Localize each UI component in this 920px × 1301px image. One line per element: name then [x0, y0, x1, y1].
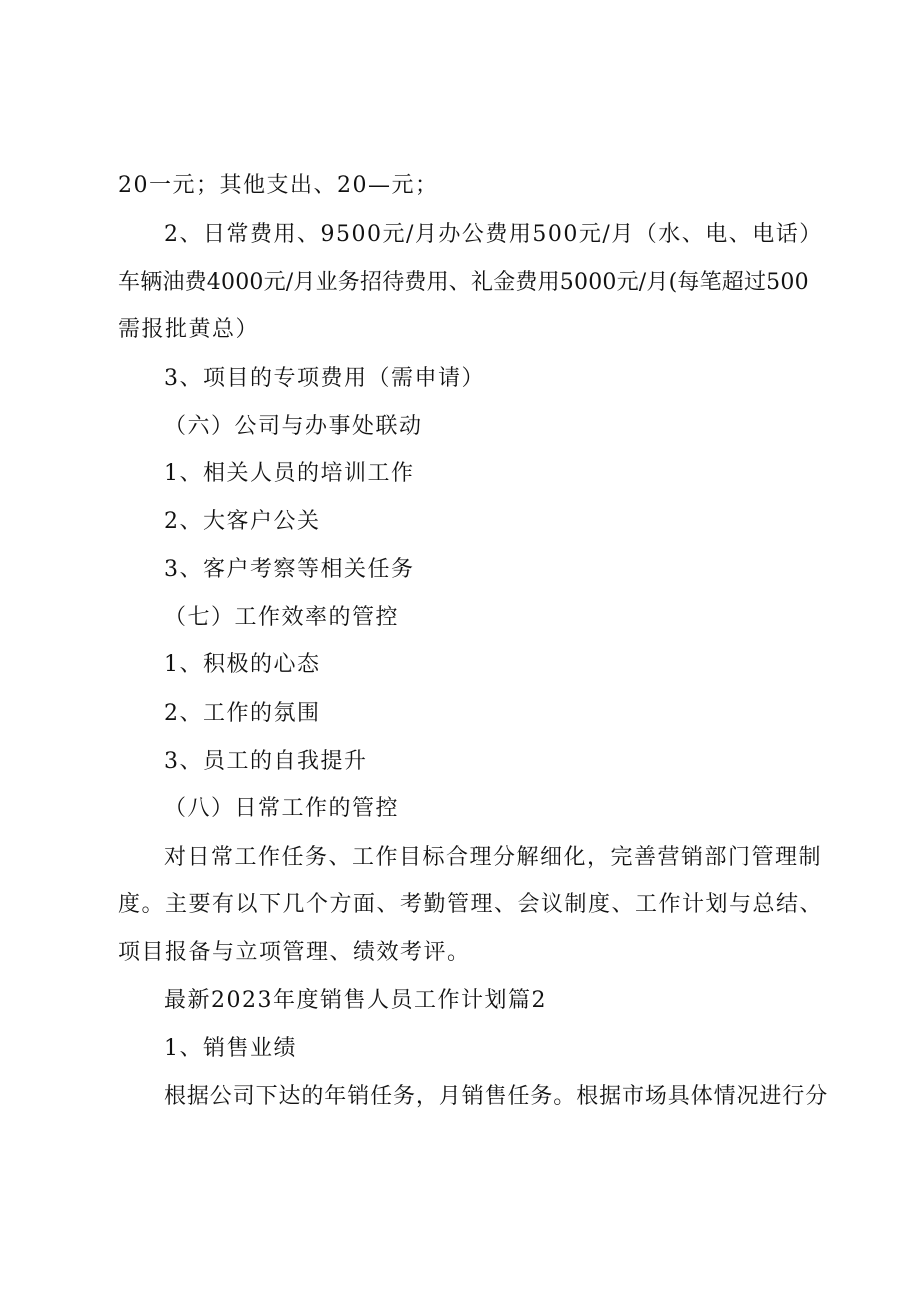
section-heading: （八）日常工作的管控	[164, 796, 400, 821]
section-heading: （七）工作效率的管控	[164, 605, 400, 630]
section-heading: （六）公司与办事处联动	[164, 414, 423, 439]
text-line: 车辆油费4000元/月业务招待费用、礼金费用5000元/月(每笔超过500	[118, 270, 809, 295]
text-line: 3、项目的专项费用（需申请）	[164, 366, 485, 391]
text-line: 2、工作的氛围	[164, 701, 321, 726]
section-heading: 1、销售业绩	[164, 1036, 297, 1061]
text-line: 3、客户考察等相关任务	[164, 557, 415, 582]
text-line: 20一元；其他支出、20—元；	[118, 173, 439, 198]
text-line: 1、相关人员的培训工作	[164, 461, 415, 486]
text-line: 根据公司下达的年销任务，月销售任务。根据市场具体情况进行分	[164, 1084, 829, 1109]
article-title: 最新2023年度销售人员工作计划篇2	[164, 988, 547, 1013]
text-line: 2、大客户公关	[164, 509, 321, 534]
text-line: 度。主要有以下几个方面、考勤管理、会议制度、工作计划与总结、	[118, 892, 824, 917]
text-line: 1、积极的心态	[164, 652, 321, 677]
text-line: 对日常工作任务、工作目标合理分解细化，完善营销部门管理制	[164, 845, 823, 870]
text-line: 2、日常费用、9500元/月办公费用500元/月（水、电、电话）	[164, 222, 823, 247]
text-line: 项目报备与立项管理、绩效考评。	[118, 940, 471, 965]
text-line: 需报批黄总）	[118, 317, 260, 342]
text-line: 3、员工的自我提升	[164, 749, 368, 774]
